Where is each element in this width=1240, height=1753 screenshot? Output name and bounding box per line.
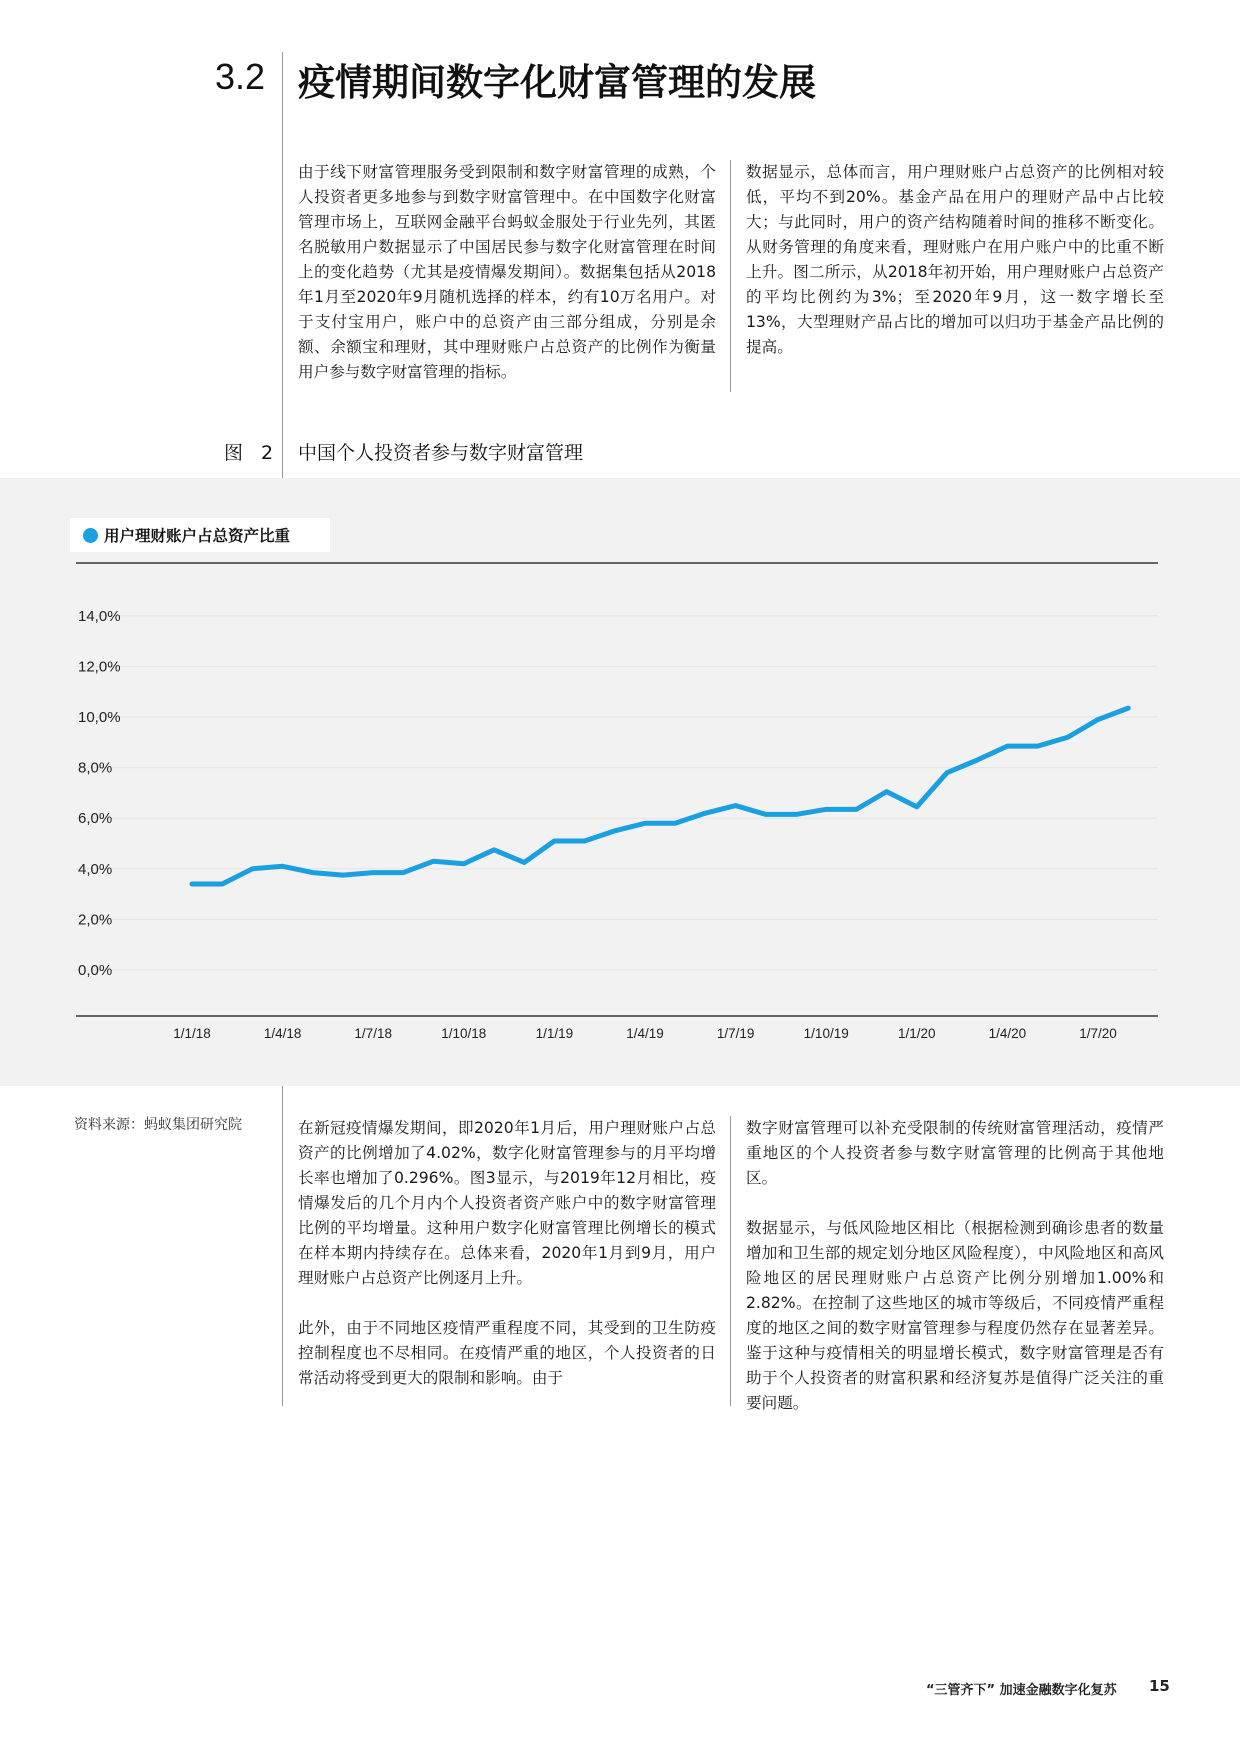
y-tick-label: 10,0% — [78, 709, 121, 726]
x-tick-label: 1/7/18 — [354, 1026, 392, 1041]
y-tick-label: 8,0% — [78, 759, 113, 777]
y-tick-label: 0,0% — [78, 962, 113, 979]
section-rule-top — [282, 52, 283, 478]
x-tick-label: 1/10/19 — [803, 1026, 849, 1041]
body-right-paragraph-1: 数字财富管理可以补充受限制的传统财富管理活动，疫情严重地区的个人投资者参与数字财富管理的比例高于其他地区。 — [746, 1119, 1164, 1187]
body-column-divider — [730, 1116, 731, 1406]
intro-right-column — [746, 160, 1164, 360]
line-chart — [0, 478, 1240, 1086]
x-tick-label: 1/4/19 — [626, 1026, 664, 1041]
x-tick-label: 1/1/18 — [173, 1026, 211, 1041]
y-tick-label: 2,0% — [78, 911, 113, 929]
body-left-column — [298, 1116, 716, 1391]
x-tick-label: 1/7/20 — [1079, 1026, 1117, 1041]
y-tick-label: 4,0% — [78, 860, 113, 878]
page-number: 15 — [1149, 1677, 1170, 1695]
x-tick-label: 1/4/18 — [263, 1026, 302, 1041]
intro-left-column — [298, 160, 716, 385]
x-tick-label: 1/1/20 — [898, 1026, 936, 1041]
x-tick-label: 1/7/19 — [716, 1026, 755, 1041]
y-tick-label: 12,0% — [78, 658, 121, 676]
figure-source: 资料来源：蚂蚁集团研究院 — [74, 1117, 242, 1133]
x-tick-label: 1/1/19 — [535, 1026, 574, 1041]
body-right-column — [746, 1116, 1164, 1416]
legend-label: 用户理财账户占总资产比重 — [104, 527, 291, 545]
body-left-paragraph-1: 在新冠疫情爆发期间，即2020年1月后，用户理财账户占总资产的比例增加了4.02%，数字化财富管理参与的月平均增长率也增加了0.296%。图3显示，与2019年12月相比，疫情爆发后的几个月内个人投资者资产账户中的数字财富管理比例的平均增量。这种用户数字化财富管理比例增长的模式在样本期内持续存在。总体来看，2020年1月到9月，用户理财账户占总资产比例逐月上升。 — [298, 1119, 716, 1287]
figure-label: 图 2 — [224, 442, 280, 464]
intro-left-paragraph: 由于线下财富管理服务受到限制和数字财富管理的成熟，个人投资者更多地参与到数字财富管理中。在中国数字化财富管理市场上，互联网金融平台蚂蚁金服处于行业先列，其匿名脱敏用户数据显示了中国居民参与数字化财富管理在时间上的变化趋势（尤其是疫情爆发期间）。数据集包括从2018年1月至2020年9月随机选择的样本，约有10万名用户。对于支付宝用户，账户中的总资产由三部分组成，分别是余额、余额宝和理财，其中理财账户占总资产的比例作为衡量用户参与数字财富管理的指标。 — [298, 163, 716, 381]
body-left-paragraph-2: 此外，由于不同地区疫情严重程度不同，其受到的卫生防疫控制程度也不尽相同。在疫情严重的地区，个人投资者的日常活动将受到更大的限制和影响。由于 — [298, 1319, 716, 1387]
footer-title: “三管齐下” 加速金融数字化复苏 — [926, 1683, 1117, 1698]
y-tick-label: 14,0% — [78, 607, 121, 625]
section-title: 疫情期间数字化财富管理的发展 — [298, 61, 816, 104]
intro-right-paragraph: 数据显示，总体而言，用户理财账户占总资产的比例相对较低，平均不到20%。基金产品在用户的理财产品中占比较大；与此同时，用户的资产结构随着时间的推移不断变化。从财务管理的角度来看，理财账户在用户账户中的比重不断上升。图二所示，从2018年初开始，用户理财账户占总资产的平均比例约为3%；至2020年9月，这一数字增长至13%，大型理财产品占比的增加可以归功于基金产品比例的提高。 — [746, 163, 1164, 356]
section-number: 3.2 — [215, 56, 266, 97]
x-tick-label: 1/10/18 — [441, 1026, 487, 1041]
x-tick-label: 1/4/20 — [988, 1026, 1027, 1041]
body-right-paragraph-2: 数据显示，与低风险地区相比（根据检测到确诊患者的数量增加和卫生部的规定划分地区风险程度），中风险地区和高风险地区的居民理财账户占总资产比例分别增加1.00%和2.82%。在控制了这些地区的城市等级后，不同疫情严重程度的地区之间的数字财富管理参与程度仍然存在显著差异。鉴于这种与疫情相关的明显增长模式，数字财富管理是否有助于个人投资者的财富积累和经济复苏是值得广泛关注的重要问题。 — [746, 1219, 1164, 1412]
intro-column-divider — [730, 160, 731, 392]
series-line — [192, 708, 1128, 884]
section-rule-bottom — [282, 1086, 283, 1406]
y-tick-label: 6,0% — [78, 810, 113, 828]
figure-title: 中国个人投资者参与数字财富管理 — [298, 442, 584, 464]
